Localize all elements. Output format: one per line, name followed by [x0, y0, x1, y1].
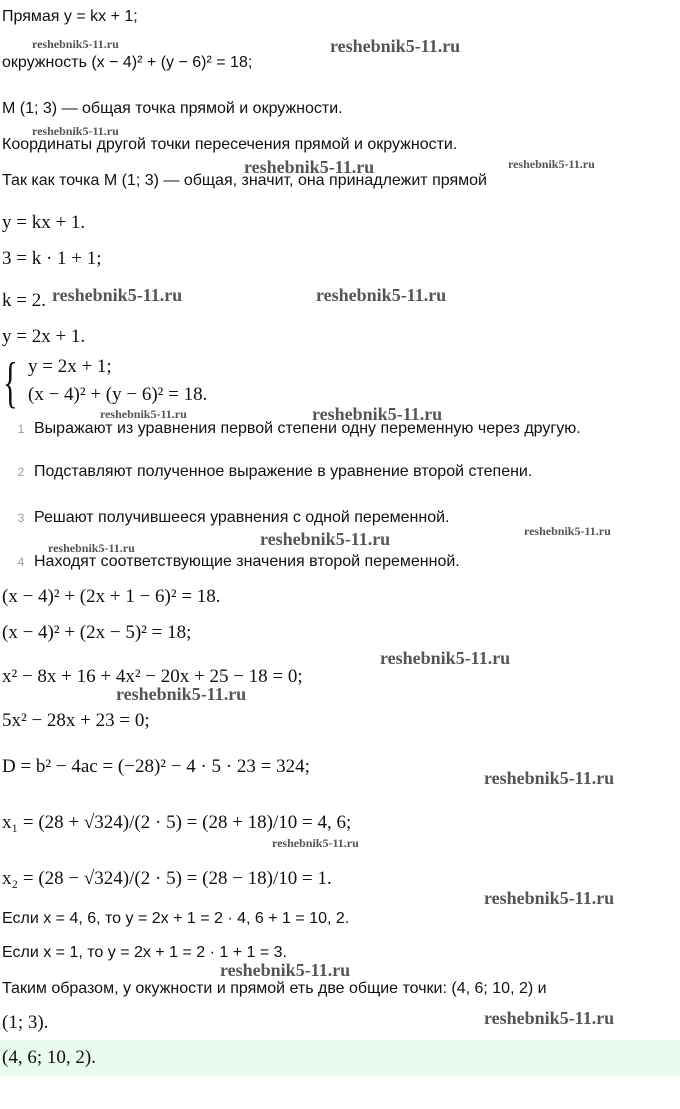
line-conclusion: Таким образом, у окужности и прямой еть две общие точки: (4, 6; 10, 2) и	[2, 980, 547, 997]
watermark: reshebnik5-11.ru	[48, 541, 135, 555]
line-since: Так как точка M (1; 3) — общая, значит, она принадлежит прямой	[2, 172, 487, 189]
watermark: reshebnik5-11.ru	[524, 524, 611, 538]
watermark: reshebnik5-11.ru	[100, 407, 187, 421]
watermark: reshebnik5-11.ru	[220, 960, 351, 980]
eq-substituted: (x − 4)² + (2x + 1 − 6)² = 18.	[2, 586, 221, 607]
eq-root-2: x₂ = (28 − √324)/(2 · 5) = (28 − 18)/10 = 1.	[2, 868, 332, 889]
eq-simplified: (x − 4)² + (2x − 5)² = 18;	[2, 622, 192, 643]
eq-discriminant: D = b² − 4ac = (−28)² − 4 · 5 · 23 = 324;	[2, 756, 310, 777]
line-if-x2: Если x = 1, то y = 2x + 1 = 2 · 1 + 1 = 3.	[2, 944, 287, 961]
watermark: reshebnik5-11.ru	[316, 285, 447, 305]
step-text: Подставляют полученное выражение в уравнение второй степени.	[34, 463, 533, 480]
watermark: reshebnik5-11.ru	[116, 684, 247, 704]
step-1	[14, 418, 581, 440]
system-eq-1: y = 2x + 1;	[28, 356, 112, 377]
system-brace: {	[3, 352, 18, 414]
system-eq-2: (x − 4)² + (y − 6)² = 18.	[28, 384, 208, 405]
watermark: reshebnik5-11.ru	[272, 836, 359, 850]
watermark: reshebnik5-11.ru	[32, 124, 119, 138]
watermark: reshebnik5-11.ru	[260, 529, 391, 549]
watermark: reshebnik5-11.ru	[52, 285, 183, 305]
step-number: 2	[17, 465, 25, 479]
line-task: Координаты другой точки пересечения прямой и окружности.	[2, 136, 458, 153]
eq-y-2x: y = 2x + 1.	[2, 326, 86, 347]
line-if-x1: Если x = 4, 6, то y = 2x + 1 = 2 · 4, 6 + 1 = 10, 2.	[2, 910, 350, 927]
step-text: Решают получившееся уравнения с одной переменной.	[34, 509, 450, 526]
step-number: 4	[17, 555, 25, 569]
watermark: reshebnik5-11.ru	[380, 648, 511, 668]
watermark: reshebnik5-11.ru	[508, 157, 595, 171]
watermark: reshebnik5-11.ru	[484, 888, 615, 908]
step-4	[14, 551, 460, 573]
watermark: reshebnik5-11.ru	[330, 36, 461, 56]
answer-box	[0, 1040, 680, 1076]
line-common-point: M (1; 3) — общая точка прямой и окружности.	[2, 100, 343, 117]
line-line-eq: Прямая y = kx + 1;	[2, 8, 138, 25]
watermark: reshebnik5-11.ru	[484, 768, 615, 788]
eq-k: k = 2.	[2, 290, 46, 311]
watermark: reshebnik5-11.ru	[484, 1008, 615, 1028]
step-text: Выражают из уравнения первой степени одну переменную через другую.	[34, 420, 581, 437]
step-3	[14, 507, 449, 529]
eq-substitute: 3 = k · 1 + 1;	[2, 248, 102, 269]
watermark: reshebnik5-11.ru	[244, 157, 375, 177]
line-circle-eq: окружность (x − 4)² + (y − 6)² = 18;	[2, 54, 253, 71]
step-text: Находят соответствующие значения второй переменной.	[34, 553, 460, 570]
line-conclusion-end: (1; 3).	[2, 1012, 49, 1033]
eq-quadratic: 5x² − 28x + 23 = 0;	[2, 710, 150, 731]
step-2	[14, 461, 532, 483]
answer-text: (4, 6; 10, 2).	[2, 1047, 96, 1068]
step-number: 1	[17, 422, 25, 436]
eq-expanded: x² − 8x + 16 + 4x² − 20x + 25 − 18 = 0;	[2, 666, 303, 687]
watermark: reshebnik5-11.ru	[32, 37, 119, 51]
eq-y-kx: y = kx + 1.	[2, 212, 86, 233]
step-number: 3	[17, 511, 25, 525]
eq-root-1: x₁ = (28 + √324)/(2 · 5) = (28 + 18)/10 = 4, 6;	[2, 812, 352, 833]
watermark: reshebnik5-11.ru	[312, 404, 443, 424]
